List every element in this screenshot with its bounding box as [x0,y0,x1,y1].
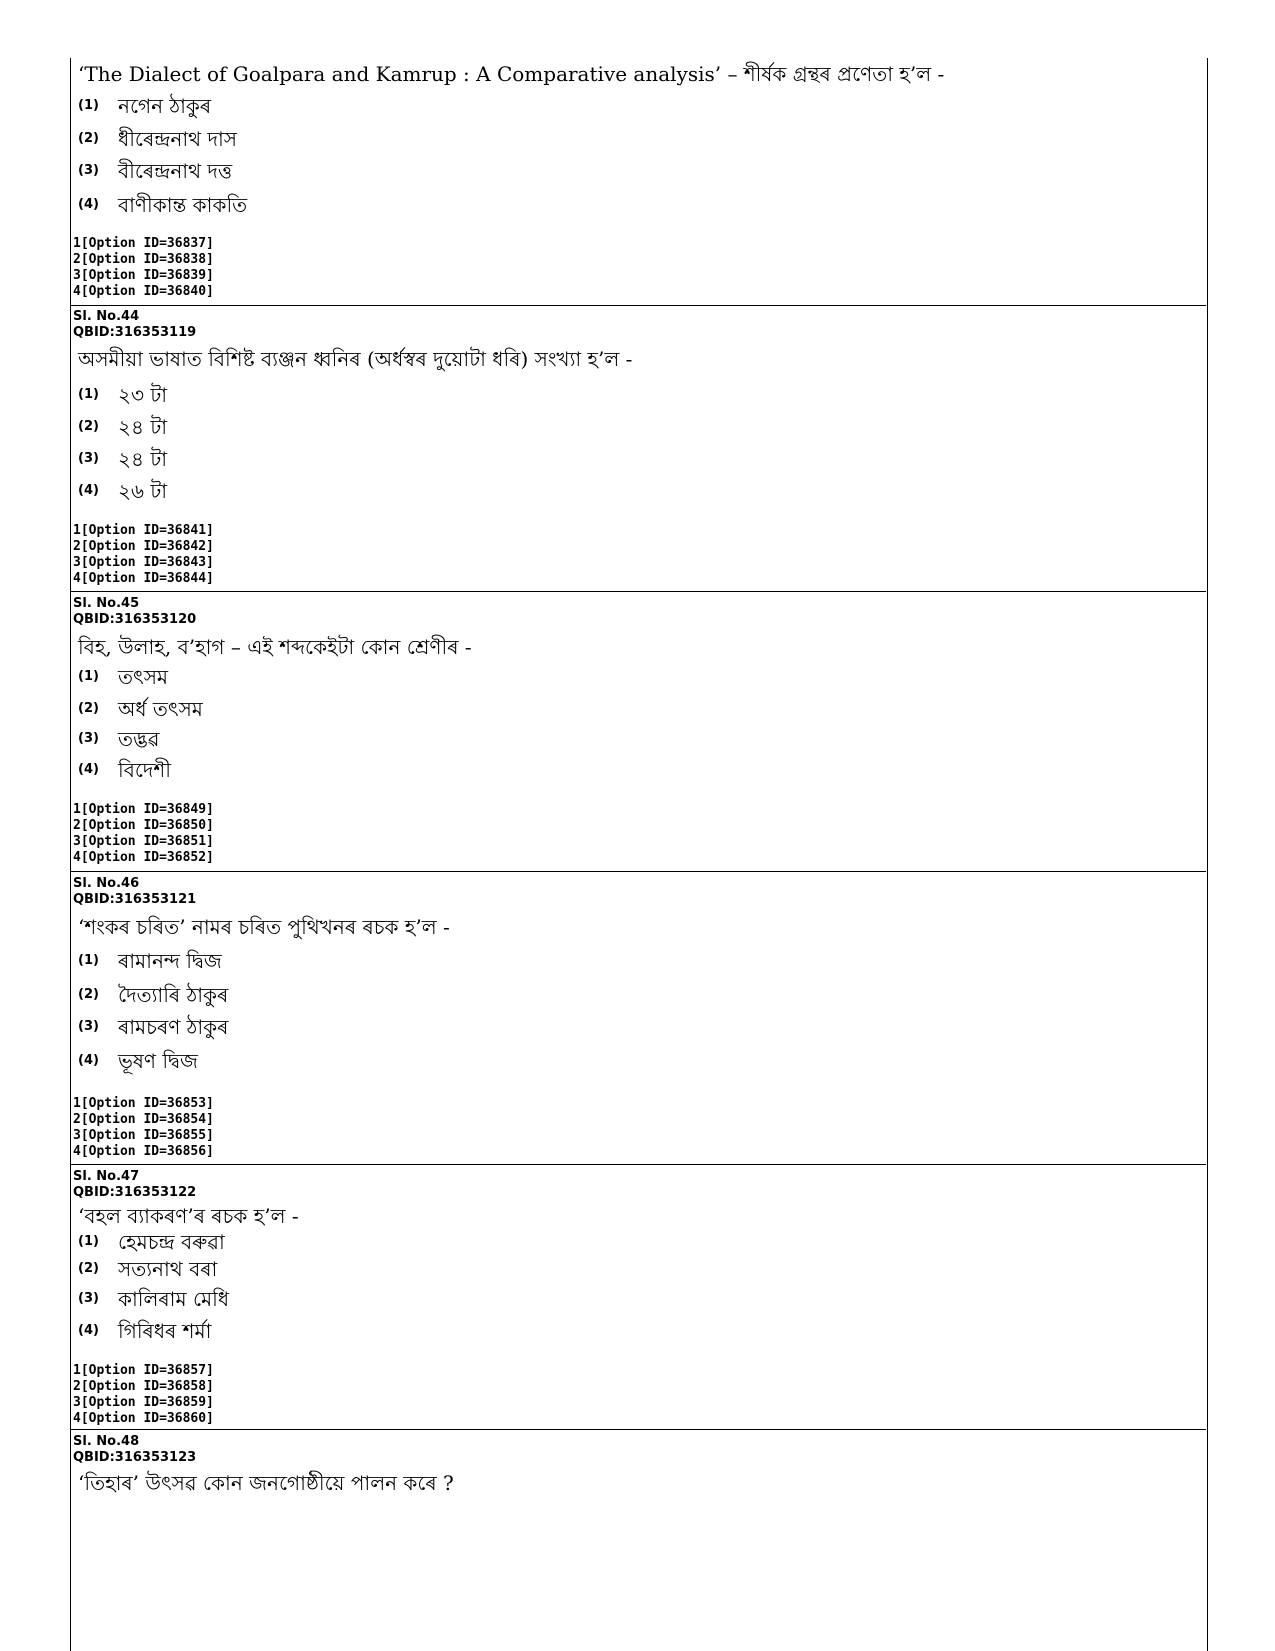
option-id: 3[Option ID=36855] [73,1128,214,1143]
option-text: ২৬ টা [118,479,168,503]
question-bank-id: QBID:316353123 [73,1450,197,1465]
question-text: ‘তিহাৰ’ উৎসৱ কোন জনগোষ্ঠীয়ে পালন কৰে ? [78,1471,454,1495]
serial-number: Sl. No.48 [73,1434,140,1449]
option-text: কালিৰাম মেধি [118,1287,230,1311]
option-text: ধীৰেন্দ্ৰনাথ দাস [118,127,237,151]
option-id: 4[Option ID=36852] [73,850,214,865]
question-bank-id: QBID:316353122 [73,1185,197,1200]
option-number: (4) [78,483,99,498]
option-number: (3) [78,1291,99,1306]
serial-number: Sl. No.45 [73,596,140,611]
option-text: হেমচন্দ্ৰ বৰুৱা [118,1230,225,1254]
option-id: 1[Option ID=36837] [73,236,214,251]
option-id: 4[Option ID=36856] [73,1144,214,1159]
question-bank-id: QBID:316353121 [73,892,197,907]
option-id-list [73,236,214,300]
question-text: ‘The Dialect of Goalpara and Kamrup : A Comparative analysis’ – শীৰ্ষক গ্ৰন্থৰ প্ৰণেতা হ’ল - [78,62,945,86]
option-id: 4[Option ID=36860] [73,1411,214,1426]
question-bank-id: QBID:316353120 [73,612,197,627]
option-number: (3) [78,1019,99,1034]
option-text: বিদেশী [118,758,171,782]
option-text: ২৪ টা [118,415,168,439]
option-id: 1[Option ID=36849] [73,802,214,817]
option-id: 3[Option ID=36851] [73,834,214,849]
option-text: ৰামানন্দ দ্বিজ [118,949,222,973]
option-number: (4) [78,1323,99,1338]
option-id: 1[Option ID=36841] [73,523,214,538]
option-number: (1) [78,953,99,968]
option-id: 1[Option ID=36857] [73,1363,214,1378]
question-block-43 [70,58,1206,306]
question-text: বিহ, উলাহ, ব’হাগ – এই শব্দকেইটা কোন শ্ৰেণীৰ - [78,635,472,659]
option-id: 4[Option ID=36840] [73,284,214,299]
option-text: ২৪ টা [118,447,168,471]
question-block-45 [70,592,1206,872]
option-id: 3[Option ID=36839] [73,268,214,283]
option-id: 2[Option ID=36850] [73,818,214,833]
question-text: ‘বহল ব্যাকৰণ’ৰ ৰচক হ’ল - [78,1204,299,1228]
option-id: 4[Option ID=36844] [73,571,214,586]
option-id: 3[Option ID=36859] [73,1395,214,1410]
question-text: অসমীয়া ভাষাত বিশিষ্ট ব্যঞ্জন ধ্বনিৰ (অৰ্ধস্বৰ দুয়োটা ধৰি) সংখ্যা হ’ল - [78,347,633,371]
option-text: ২৩ টা [118,383,168,407]
option-text: বীৰেন্দ্ৰনাথ দত্ত [118,159,233,183]
option-text: ভূষণ দ্বিজ [118,1049,198,1073]
option-text: সত্যনাথ বৰা [118,1257,218,1281]
option-number: (1) [78,669,99,684]
question-block-47 [70,1165,1206,1430]
question-block-46 [70,872,1206,1165]
option-number: (1) [78,98,99,113]
question-block-48 [70,1430,1206,1651]
option-id: 2[Option ID=36842] [73,539,214,554]
option-id-list [73,802,214,866]
option-number: (2) [78,131,99,146]
option-number: (2) [78,1261,99,1276]
option-id-list [73,1096,214,1160]
option-text: অৰ্ধ তৎসম [118,697,203,721]
option-number: (1) [78,1234,99,1249]
question-text: ‘শংকৰ চৰিত’ নামৰ চৰিত পুথিখনৰ ৰচক হ’ল - [78,915,450,939]
option-id: 2[Option ID=36854] [73,1112,214,1127]
option-text: নগেন ঠাকুৰ [118,94,212,118]
option-number: (2) [78,987,99,1002]
option-text: তদ্ভৱ [118,727,160,751]
serial-number: Sl. No.44 [73,309,140,324]
option-id: 1[Option ID=36853] [73,1096,214,1111]
option-number: (4) [78,762,99,777]
option-id-list [73,1363,214,1427]
option-text: তৎসম [118,665,169,689]
option-number: (3) [78,163,99,178]
serial-number: Sl. No.46 [73,876,140,891]
option-number: (4) [78,197,99,212]
option-id: 2[Option ID=36838] [73,252,214,267]
option-number: (3) [78,731,99,746]
option-number: (3) [78,451,99,466]
question-bank-id: QBID:316353119 [73,325,197,340]
option-number: (4) [78,1053,99,1068]
option-number: (2) [78,701,99,716]
question-block-44 [70,306,1206,592]
option-text: বাণীকান্ত কাকতি [118,193,248,217]
option-number: (2) [78,419,99,434]
option-text: গিৰিধৰ শৰ্মা [118,1319,212,1343]
serial-number: Sl. No.47 [73,1169,140,1184]
option-id: 2[Option ID=36858] [73,1379,214,1394]
option-text: ৰামচৰণ ঠাকুৰ [118,1015,229,1039]
option-id-list [73,523,214,587]
option-text: দৈত্যাৰি ঠাকুৰ [118,983,229,1007]
option-id: 3[Option ID=36843] [73,555,214,570]
option-number: (1) [78,387,99,402]
